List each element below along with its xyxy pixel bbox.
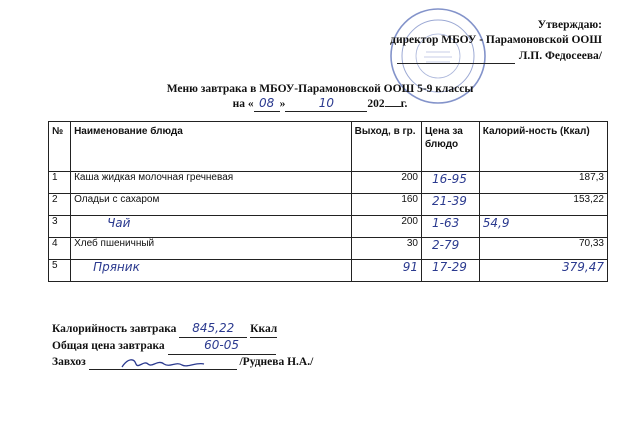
- row-name: Чай: [71, 216, 352, 238]
- header-kcal: Калорий-ность (Ккал): [479, 122, 607, 172]
- date-month: 10: [318, 96, 334, 110]
- row-kcal: 379,47: [479, 260, 607, 282]
- row-name: Оладьи с сахаром: [71, 194, 352, 216]
- warehouse-name: /Руднева Н.А./: [239, 356, 314, 368]
- summary-kcal-label: Калорийность завтрака: [52, 323, 177, 335]
- summary-block: [52, 321, 313, 370]
- row-name: Хлеб пшеничный: [71, 238, 352, 260]
- table-row: [49, 238, 608, 260]
- row-no: 4: [49, 238, 71, 260]
- row-kcal: 187,3: [479, 172, 607, 194]
- summary-price-label: Общая цена завтрака: [52, 340, 165, 352]
- director-name: Л.П. Федосеева/: [518, 50, 602, 62]
- summary-price-value: 60-05: [204, 338, 239, 352]
- handwritten-signature: [118, 356, 208, 370]
- summary-price: [52, 338, 313, 355]
- row-output: 30: [351, 238, 421, 260]
- table-row: [49, 194, 608, 216]
- menu-title: [0, 82, 640, 112]
- menu-table: [48, 121, 608, 282]
- row-kcal: 153,22: [479, 194, 607, 216]
- date-prefix: на «: [232, 98, 254, 110]
- row-kcal: 54,9: [479, 216, 607, 238]
- warehouse-label: Завхоз: [52, 356, 86, 368]
- row-no: 3: [49, 216, 71, 238]
- summary-kcal: [52, 321, 313, 338]
- header-no: №: [49, 122, 71, 172]
- date-suffix: г.: [400, 98, 408, 110]
- row-no: 2: [49, 194, 71, 216]
- row-price: 16-95: [422, 172, 480, 194]
- header-output: Выход, в гр.: [351, 122, 421, 172]
- summary-warehouse: [52, 355, 313, 370]
- row-output: 200: [351, 172, 421, 194]
- row-name: Пряник: [71, 260, 352, 282]
- table-row: [49, 260, 608, 282]
- header-name: Наименование блюда: [71, 122, 352, 172]
- table-header-row: [49, 122, 608, 172]
- row-output: 160: [351, 194, 421, 216]
- approval-position: директор МБОУ - Парамоновской ООШ: [390, 34, 602, 46]
- summary-kcal-value: 845,22: [192, 321, 235, 335]
- row-price: 21-39: [422, 194, 480, 216]
- row-output: 200: [351, 216, 421, 238]
- director-signature-line: [397, 63, 515, 64]
- row-kcal: 70,33: [479, 238, 607, 260]
- row-price: 1-63: [422, 216, 480, 238]
- row-output: 91: [351, 260, 421, 282]
- row-price: 2-79: [422, 238, 480, 260]
- table-row: [49, 172, 608, 194]
- date-mid: »: [279, 98, 286, 110]
- warehouse-signature: [89, 356, 237, 370]
- row-no: 1: [49, 172, 71, 194]
- date-year: 202: [367, 98, 385, 110]
- row-price: 17-29: [422, 260, 480, 282]
- summary-kcal-unit: Ккал: [250, 322, 277, 338]
- approval-heading: Утверждаю:: [537, 19, 602, 31]
- table-row: [49, 216, 608, 238]
- header-price: Цена за блюдо: [422, 122, 480, 172]
- menu-date-line: [0, 96, 640, 112]
- row-name: Каша жидкая молочная гречневая: [71, 172, 352, 194]
- date-day: 08: [258, 96, 275, 110]
- approval-block: [390, 18, 602, 64]
- row-no: 5: [49, 260, 71, 282]
- menu-title-line: Меню завтрака в МБОУ-Парамоновской ООШ 5-9 классы: [166, 83, 474, 95]
